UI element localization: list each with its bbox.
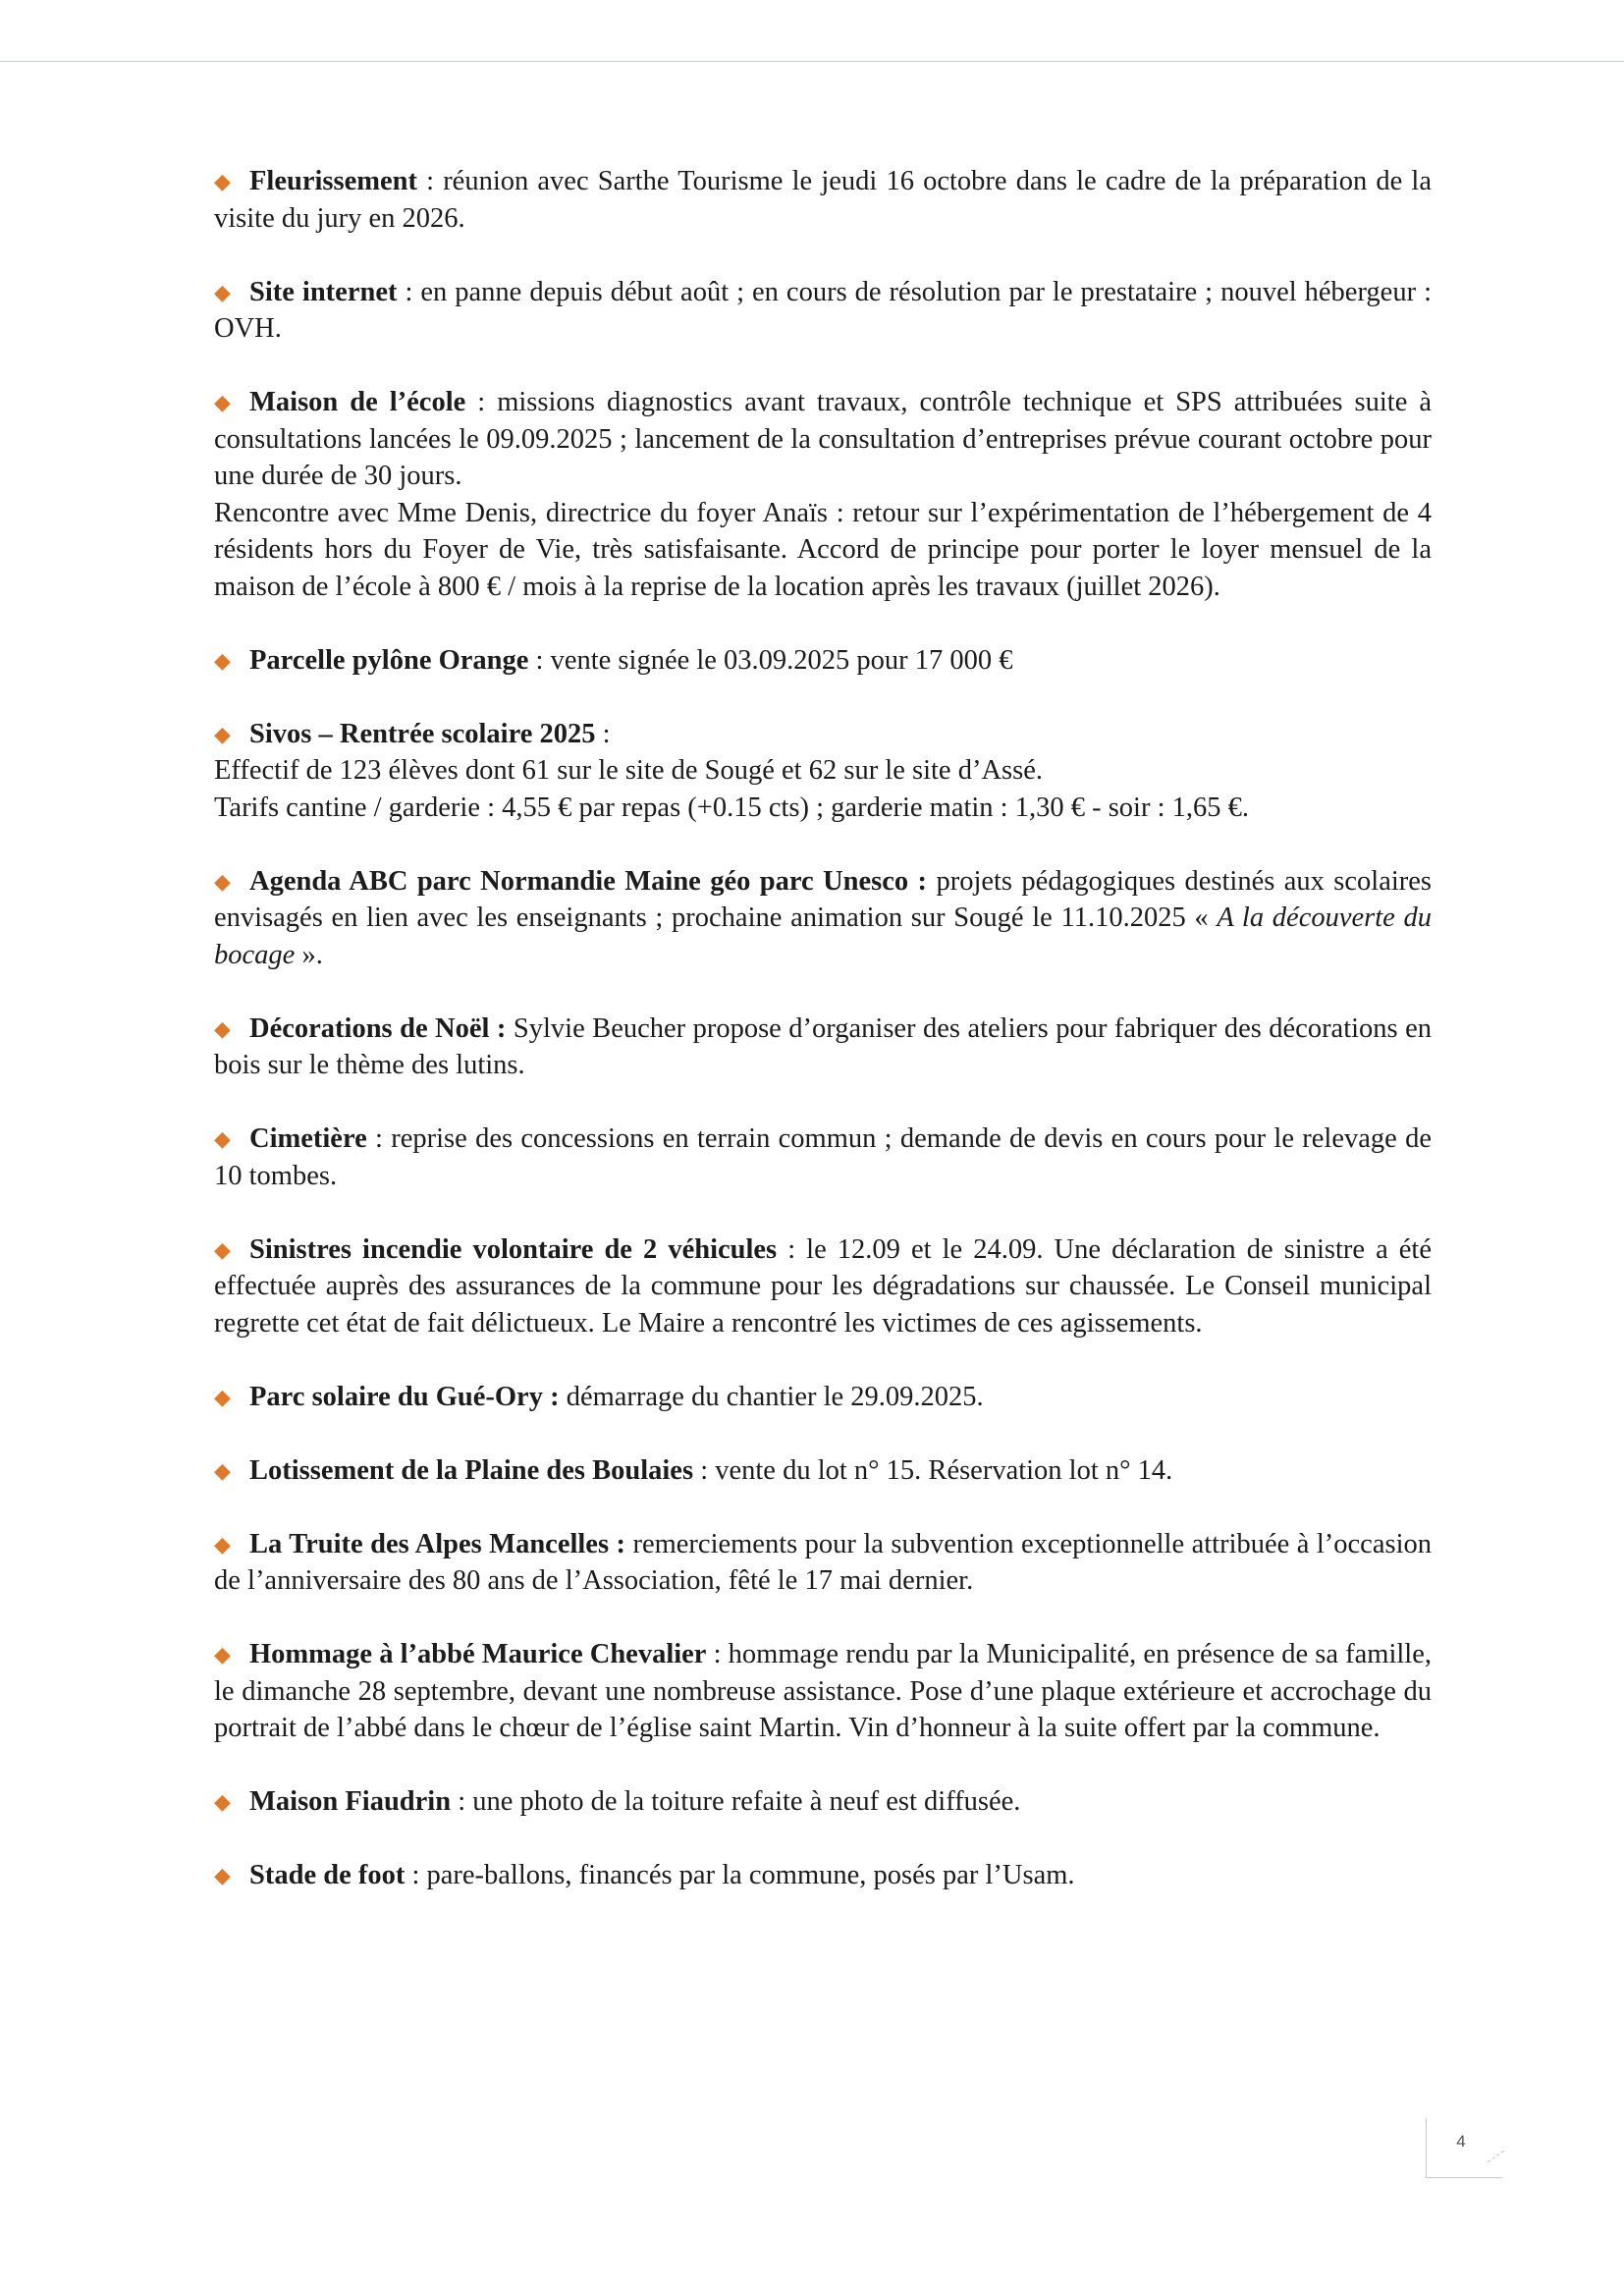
item-italic-title: A la découverte du bocage xyxy=(214,902,1432,970)
item-label: La Truite des Alpes Mancelles : xyxy=(249,1528,625,1559)
diamond-bullet-icon xyxy=(214,1231,249,1269)
item-label: Sivos – Rentrée scolaire 2025 xyxy=(249,718,596,749)
document-body xyxy=(214,163,1432,1931)
diamond-bullet-icon xyxy=(214,1783,249,1821)
item-fleurissement xyxy=(214,163,1432,237)
item-line: Tarifs cantine / garderie : 4,55 € par repas (+0.15 cts) ; garderie matin : 1,30 € - soir : 1,65 €. xyxy=(214,792,1250,823)
page-number-box xyxy=(1426,2118,1502,2178)
item-label: Maison Fiaudrin xyxy=(249,1786,452,1817)
diamond-bullet-icon xyxy=(214,716,249,753)
diamond-bullet-icon xyxy=(214,1526,249,1563)
diamond-bullet-icon xyxy=(214,642,249,680)
item-text: : reprise des concessions en terrain commun ; demande de devis en cours pour le relevage de 10 tombes. xyxy=(214,1123,1432,1191)
item-text-end: ». xyxy=(295,939,323,970)
item-text: : pare-ballons, financés par la commune, posés par l’Usam. xyxy=(405,1860,1075,1890)
item-label: Maison de l’école xyxy=(249,387,466,417)
item-label: Stade de foot xyxy=(249,1860,406,1890)
item-parcelle-pylone xyxy=(214,642,1432,680)
item-text: démarrage du chantier le 29.09.2025. xyxy=(559,1381,984,1412)
item-label: Décorations de Noël : xyxy=(249,1012,507,1044)
page-number: 4 xyxy=(1456,2132,1466,2151)
item-line: Effectif de 123 élèves dont 61 sur le site de Sougé et 62 sur le site d’Assé. xyxy=(214,755,1043,786)
item-label: Parc solaire du Gué-Ory : xyxy=(249,1381,560,1412)
diamond-bullet-icon xyxy=(214,274,249,311)
item-label: Cimetière xyxy=(249,1123,367,1154)
diamond-bullet-icon xyxy=(214,1121,249,1158)
diamond-bullet-icon xyxy=(214,863,249,901)
diamond-bullet-icon xyxy=(214,1857,249,1894)
item-truite xyxy=(214,1526,1432,1600)
item-text: : hommage rendu par la Municipalité, en présence de sa famille, le dimanche 28 septembre, devant une nombreuse assistance. Pose d’une plaque extérieure et accrochage du portrait de l’abbé dans le chœur de l’église saint Martin. Vin d’honneur à la suite offert par la commune. xyxy=(214,1639,1432,1743)
item-maison-ecole xyxy=(214,384,1432,605)
item-label: Lotissement de la Plaine des Boulaies xyxy=(249,1454,694,1486)
item-label: Hommage à l’abbé Maurice Chevalier xyxy=(249,1639,707,1669)
header-rule xyxy=(0,61,1624,62)
diamond-bullet-icon xyxy=(214,1452,249,1490)
item-label: Parcelle pylône Orange xyxy=(249,644,529,676)
item-agenda-abc xyxy=(214,863,1432,974)
item-sinistres xyxy=(214,1231,1432,1342)
item-hommage xyxy=(214,1636,1432,1747)
diamond-bullet-icon xyxy=(214,384,249,421)
item-label: Agenda ABC parc Normandie Maine géo parc Unesco : xyxy=(249,865,928,897)
item-text: : en panne depuis début août ; en cours de résolution par le prestataire ; nouvel hébergeur : OVH. xyxy=(214,276,1432,344)
item-cimetiere xyxy=(214,1121,1432,1194)
item-text: : xyxy=(595,718,611,749)
diamond-bullet-icon xyxy=(214,1636,249,1673)
item-text: projets pédagogiques destinés aux scolaires envisagés en lien avec les enseignants ; prochaine animation sur Sougé le 11.10.2025 « xyxy=(214,865,1433,933)
item-stade-foot xyxy=(214,1857,1432,1894)
item-label: Fleurissement xyxy=(249,166,417,196)
item-site-internet xyxy=(214,274,1432,348)
page-curl-icon xyxy=(1488,2151,1513,2175)
diamond-bullet-icon xyxy=(214,163,249,200)
item-label: Sinistres incendie volontaire de 2 véhicules xyxy=(249,1233,778,1265)
item-extra-paragraph: Rencontre avec Mme Denis, directrice du foyer Anaïs : retour sur l’expérimentation de l’hébergement de 4 résidents hors du Foyer de Vie, très satisfaisante. Accord de principe pour porter le loyer mensuel de la maison de l’école à 800 € / mois à la reprise de la location après les travaux (juillet 2026). xyxy=(214,497,1432,602)
item-text: : vente signée le 03.09.2025 pour 17 000 € xyxy=(528,644,1013,676)
item-text: : vente du lot n° 15. Réservation lot n° 14. xyxy=(693,1454,1173,1486)
item-label: Site internet xyxy=(249,276,398,307)
item-text: remerciements pour la subvention exceptionnelle attribuée à l’occasion de l’anniversaire des 80 ans de l’Association, fêté le 17 mai dernier. xyxy=(214,1528,1432,1596)
item-decorations-noel xyxy=(214,1011,1432,1084)
item-maison-fiaudrin xyxy=(214,1783,1432,1821)
item-text: : une photo de la toiture refaite à neuf est diffusée. xyxy=(451,1786,1021,1817)
item-text: Sylvie Beucher propose d’organiser des ateliers pour fabriquer des décorations en bois sur le thème des lutins. xyxy=(214,1012,1433,1080)
item-sivos xyxy=(214,716,1432,827)
diamond-bullet-icon xyxy=(214,1011,249,1048)
item-text: : réunion avec Sarthe Tourisme le jeudi 16 octobre dans le cadre de la préparation de la visite du jury en 2026. xyxy=(214,166,1432,234)
diamond-bullet-icon xyxy=(214,1379,249,1416)
item-text: : le 12.09 et le 24.09. Une déclaration de sinistre a été effectuée auprès des assurances de la commune pour les dégradations sur chaussée. Le Conseil municipal regrette cet état de fait délictueux. Le Maire a rencontré les victimes de ces agissements. xyxy=(214,1233,1432,1339)
item-parc-solaire xyxy=(214,1379,1432,1416)
item-text: : missions diagnostics avant travaux, contrôle technique et SPS attribuées suite à consultations lancées le 09.09.2025 ; lancement de la consultation d’entreprises prévue courant octobre pour une durée de 30 jours. xyxy=(214,387,1432,491)
item-lotissement xyxy=(214,1452,1432,1490)
